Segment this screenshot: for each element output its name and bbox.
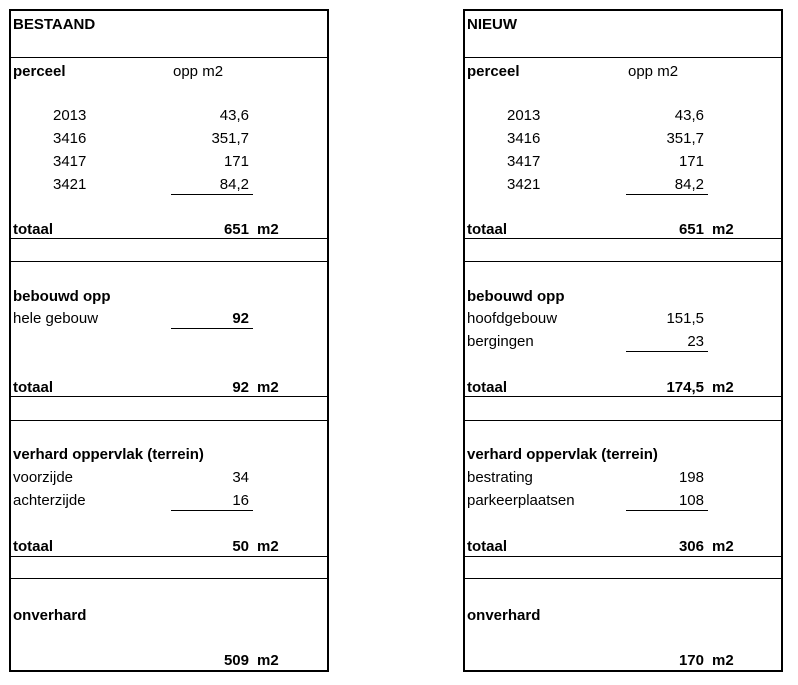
unit-label: m2 bbox=[257, 379, 279, 396]
perceel-id: 3421 bbox=[53, 176, 87, 193]
divider bbox=[11, 578, 327, 579]
perceel-total-value: 651 bbox=[223, 221, 249, 238]
verhard-item-name: parkeerplaatsen bbox=[467, 492, 575, 509]
bebouwd-total-value: 174,5 bbox=[666, 379, 704, 396]
perceel-total-label: totaal bbox=[13, 221, 54, 238]
verhard-item-value: 34 bbox=[232, 469, 249, 486]
bebouwd-total-label: totaal bbox=[467, 379, 508, 396]
opp-column-header: opp m2 bbox=[173, 63, 224, 80]
verhard-item-value: 16 bbox=[232, 492, 249, 509]
sum-underline bbox=[626, 351, 708, 352]
unit-label: m2 bbox=[712, 652, 734, 669]
divider bbox=[11, 556, 327, 557]
verhard-label: verhard oppervlak (terrein) bbox=[13, 446, 204, 463]
bebouwd-label: bebouwd opp bbox=[467, 288, 565, 305]
onverhard-label: onverhard bbox=[467, 607, 541, 624]
sum-underline bbox=[626, 510, 708, 511]
perceel-id: 3417 bbox=[53, 153, 87, 170]
divider bbox=[465, 578, 781, 579]
perceel-value: 84,2 bbox=[674, 176, 704, 193]
perceel-id: 3416 bbox=[507, 130, 541, 147]
perceel-label: perceel bbox=[13, 63, 66, 80]
verhard-total-label: totaal bbox=[467, 538, 508, 555]
panel-title: BESTAAND bbox=[13, 16, 96, 33]
verhard-label: verhard oppervlak (terrein) bbox=[467, 446, 658, 463]
bebouwd-item-name: hoofdgebouw bbox=[467, 310, 558, 327]
bebouwd-item-value: 151,5 bbox=[666, 310, 704, 327]
divider bbox=[465, 420, 781, 421]
bebouwd-item-name: hele gebouw bbox=[13, 310, 99, 327]
bebouwd-label: bebouwd opp bbox=[13, 288, 111, 305]
verhard-item-value: 108 bbox=[678, 492, 704, 509]
perceel-total-value: 651 bbox=[678, 221, 704, 238]
nieuw-panel bbox=[463, 9, 783, 672]
verhard-item-value: 198 bbox=[678, 469, 704, 486]
divider bbox=[465, 556, 781, 557]
verhard-item-name: voorzijde bbox=[13, 469, 74, 486]
onverhard-value: 509 bbox=[223, 652, 249, 669]
perceel-value: 43,6 bbox=[674, 107, 704, 124]
unit-label: m2 bbox=[257, 652, 279, 669]
sum-underline bbox=[171, 194, 253, 195]
onverhard-value: 170 bbox=[678, 652, 704, 669]
unit-label: m2 bbox=[257, 221, 279, 238]
perceel-id: 3417 bbox=[507, 153, 541, 170]
perceel-label: perceel bbox=[467, 63, 520, 80]
perceel-total-label: totaal bbox=[467, 221, 508, 238]
sum-underline bbox=[626, 194, 708, 195]
bebouwd-item-name: bergingen bbox=[467, 333, 534, 350]
perceel-value: 84,2 bbox=[219, 176, 249, 193]
perceel-id: 3416 bbox=[53, 130, 87, 147]
unit-label: m2 bbox=[712, 379, 734, 396]
bebouwd-item-value: 23 bbox=[687, 333, 704, 350]
divider bbox=[11, 57, 327, 58]
unit-label: m2 bbox=[257, 538, 279, 555]
divider bbox=[11, 420, 327, 421]
divider bbox=[465, 57, 781, 58]
verhard-item-name: achterzijde bbox=[13, 492, 86, 509]
divider bbox=[11, 261, 327, 262]
verhard-item-name: bestrating bbox=[467, 469, 533, 486]
verhard-total-value: 50 bbox=[232, 538, 249, 555]
perceel-value: 43,6 bbox=[219, 107, 249, 124]
perceel-value: 171 bbox=[223, 153, 249, 170]
sum-underline bbox=[171, 328, 253, 329]
unit-label: m2 bbox=[712, 221, 734, 238]
onverhard-label: onverhard bbox=[13, 607, 87, 624]
bebouwd-total-value: 92 bbox=[232, 379, 249, 396]
perceel-value: 351,7 bbox=[666, 130, 704, 147]
bebouwd-total-label: totaal bbox=[13, 379, 54, 396]
panel-title: NIEUW bbox=[467, 16, 517, 33]
bestaand-panel bbox=[9, 9, 329, 672]
divider bbox=[465, 261, 781, 262]
sum-underline bbox=[171, 510, 253, 511]
perceel-id: 2013 bbox=[507, 107, 541, 124]
unit-label: m2 bbox=[712, 538, 734, 555]
verhard-total-label: totaal bbox=[13, 538, 54, 555]
verhard-total-value: 306 bbox=[678, 538, 704, 555]
opp-column-header: opp m2 bbox=[628, 63, 679, 80]
perceel-value: 171 bbox=[678, 153, 704, 170]
bebouwd-item-value: 92 bbox=[232, 310, 249, 327]
perceel-id: 2013 bbox=[53, 107, 87, 124]
perceel-id: 3421 bbox=[507, 176, 541, 193]
perceel-value: 351,7 bbox=[211, 130, 249, 147]
